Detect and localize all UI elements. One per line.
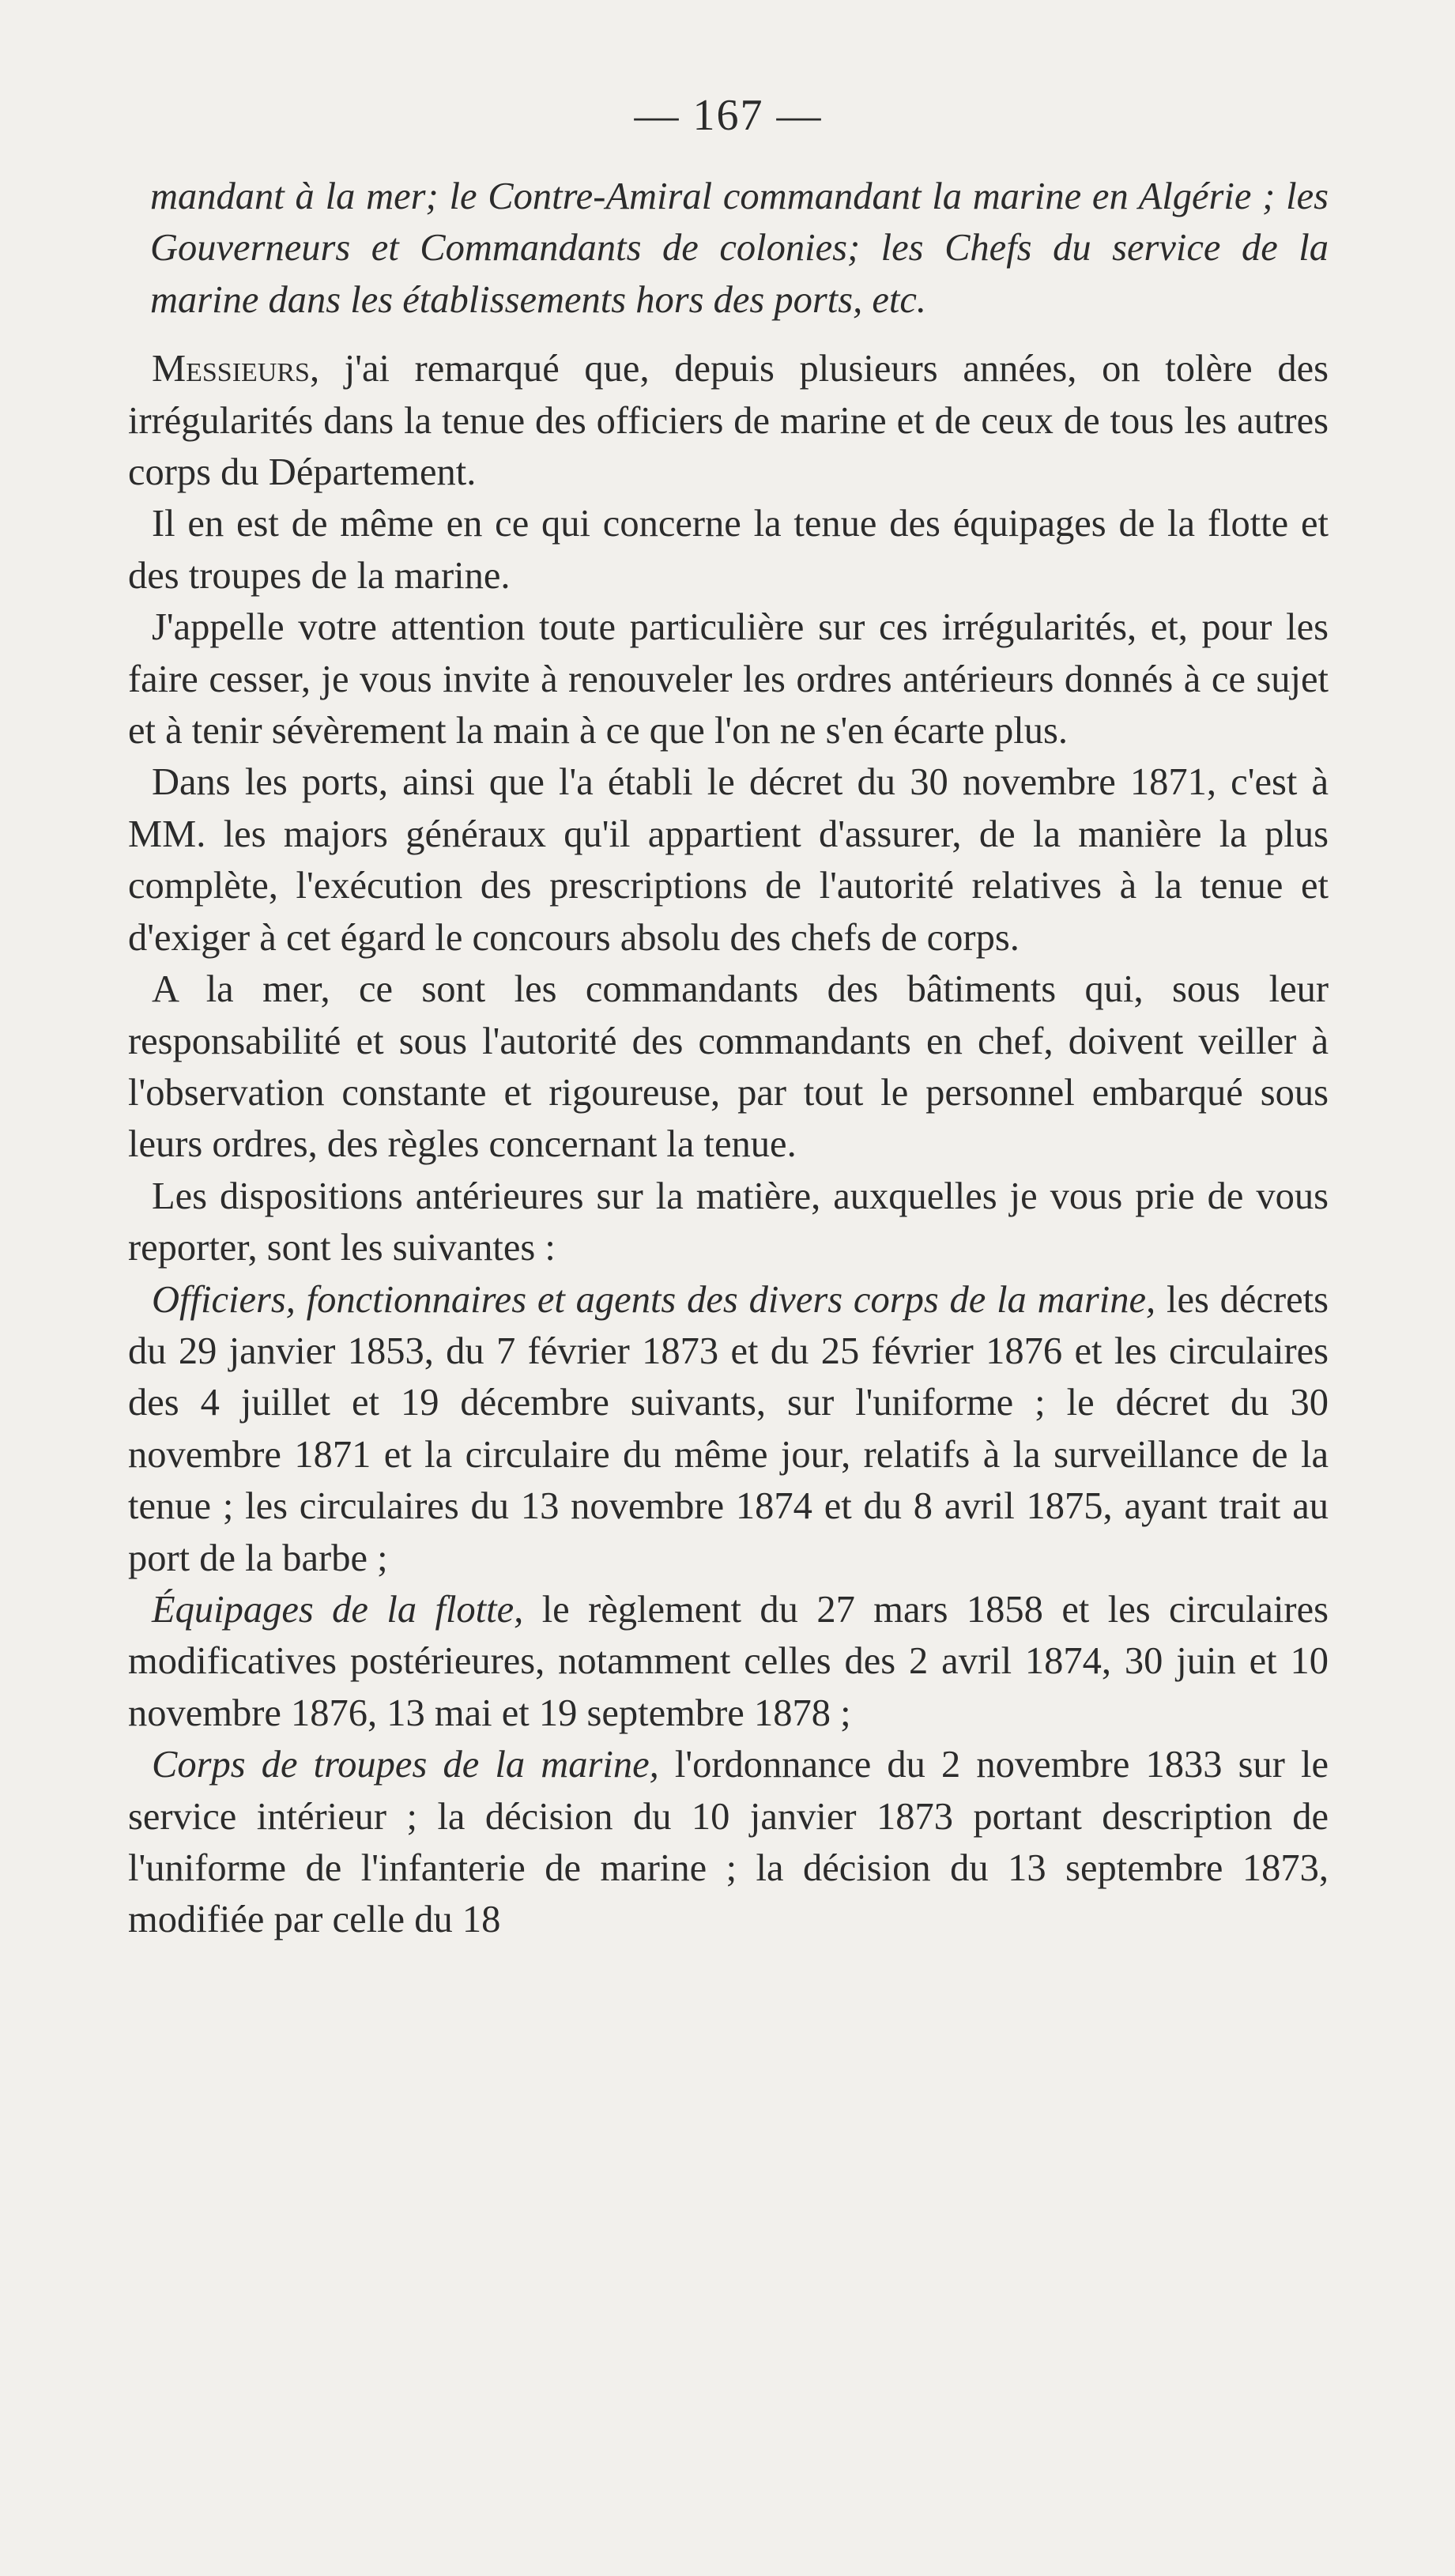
paragraph-2: Il en est de même en ce qui concerne la tenue des équipages de la flotte et des troupes de la marine.	[128, 503, 1329, 597]
page-number: — 167 —	[634, 91, 823, 140]
salutation: Messieurs,	[152, 348, 320, 390]
paragraph-1-text: j'ai remarqué que, depuis plusieurs années, on tolère des irrégularités dans la tenue des officiers de marine et de ceux de tous les autres corps du Département.	[128, 348, 1329, 494]
paragraph-5: A la mer, ce sont les commandants des bâtiments qui, sous leur responsabilité et sous l'autorité des commandants en chef, doivent veiller à l'observation constante et rigoureuse, par tout le personnel embarqué sous leurs ordres, des règles concernant la tenue.	[128, 968, 1329, 1166]
paragraph-8	[128, 1584, 1329, 1739]
paragraph-9-heading: Corps de troupes de la marine,	[152, 1744, 659, 1786]
paragraph-8-text: le règlement du 27 mars 1858 et les circulaires modificatives postérieures, notamment celles des 2 avril 1874, 30 juin et 10 novembre 1876, 13 mai et 19 septembre 1878 ;	[128, 1588, 1329, 1734]
paragraph-6: Les dispositions antérieures sur la matière, auxquelles je vous prie de vous reporter, sont les suivantes :	[128, 1175, 1329, 1269]
paragraph-3: J'appelle votre attention toute particulière sur ces irrégularités, et, pour les faire cesser, je vous invite à renouveler les ordres antérieurs donnés à ce sujet et à tenir sévèrement la main à ce que l'on ne s'en écarte plus.	[128, 606, 1329, 752]
intro-paragraph: mandant à la mer; le Contre-Amiral commandant la marine en Algérie ; les Gouverneurs et Commandants de colonies; les Chefs du service de la marine dans les établissements hors des ports, etc.	[150, 175, 1329, 321]
paragraph-1	[128, 343, 1329, 498]
body-text	[128, 171, 1329, 1946]
paragraph-4: Dans les ports, ainsi que l'a établi le décret du 30 novembre 1871, c'est à MM. les majors généraux qu'il appartient d'assurer, de la manière la plus complète, l'exécution des prescriptions de l'autorité relatives à la tenue et d'exiger à cet égard le concours absolu des chefs de corps.	[128, 761, 1329, 959]
paragraph-7-text: les décrets du 29 janvier 1853, du 7 février 1873 et du 25 février 1876 et les circulaires des 4 juillet et 19 décembre suivants, sur l'uniforme ; le décret du 30 novembre 1871 et la circulaire du même jour, relatifs à la surveillance de la tenue ; les circulaires du 13 novembre 1874 et du 8 avril 1875, ayant trait au port de la barbe ;	[128, 1278, 1329, 1579]
paragraph-8-heading: Équipages de la flotte,	[152, 1588, 524, 1631]
paragraph-7	[128, 1274, 1329, 1584]
paragraph-9-text: l'ordonnance du 2 novembre 1833 sur le service intérieur ; la décision du 10 janvier 1873 portant description de l'uniforme de l'infanterie de marine ; la décision du 13 septembre 1873, modifiée par celle du 18	[128, 1744, 1329, 1941]
paragraph-9	[128, 1739, 1329, 1946]
paragraph-7-heading: Officiers, fonctionnaires et agents des divers corps de la marine,	[152, 1278, 1156, 1321]
